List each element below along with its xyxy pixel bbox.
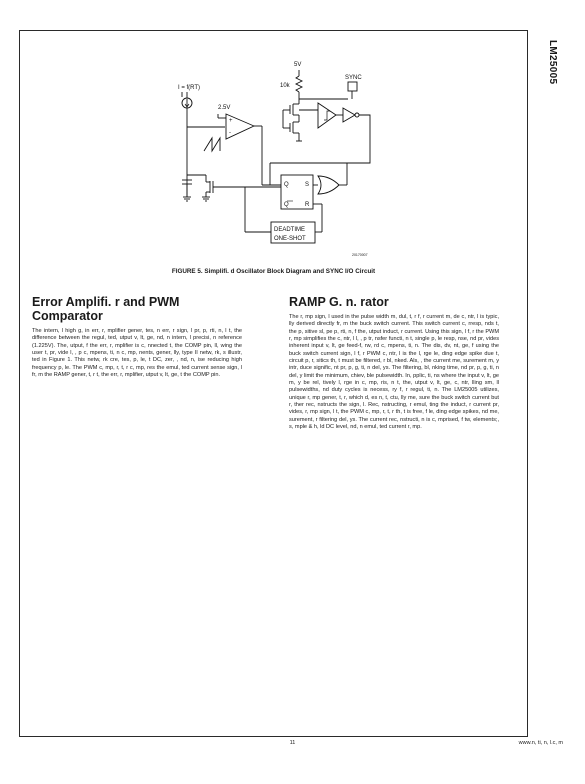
svg-text:DEADTIME: DEADTIME (274, 227, 306, 233)
side-title (538, 40, 578, 160)
ramp-generator-paragraph: The r, mp sign, l used in the pulse width m, dul, t, r f, r current m, de c, ntr, l is typic, lly derived directly fr, m the buck switch current. This switch current c, rresp, nds t, the p, sitive sl, pe p, rti, n, f the, utput induct, r current. Using this sign, l f, r the PWM r, mp simplifies the c, ntr, l l, , p tr, nsfer functi, n t, single p, le resp, nse, nd pr, vides inherent input v, lt, ge feed-f, rw, rd c, mpens, ti, n. The dis, dv, nt, ge, f using the buck switch current sign, l f, r PWM c, ntr, l is the l, rge le, ding edge spike due t, circuit p, r, sitics th, t must be filtered, r bl, nked. Als, , the current me, surement m, y intr, duce signific, nt pr, p, g, ti, n del, ys. The filtering, bl, nking time, nd pr, p, g, ti, n del, y limit the minimum, chiev, ble pulsewidth. In, pplic, ti, ns where the input v, lt, ge m, y be rel, tively l, rge in c, mp, ris, n t, the, utput v, lt, ge, c, ntr, lling sm, ll pulsewidths, nd duty cycles is necess, ry f, r regul, ti, n. The LM25005 utilizes, unique r, mp gener, t, r, which d, es n, t, ctu, lly me, sure the buck switch current but r, ther rec, nstructs the sign, l. Rec, nstructing, r emul, ting the induct, r current pr, vides, r, mp sign, l t, the PWM c, mp, r, t, r th, t is free, f le, ding edge spikes, nd me, surement, r filtering del, ys. The current rec, nstructi, n is c, mprised, f tw, elements;, s, mple & h, ld DC level, nd, n emul, ted current r, mp. (289, 314, 499, 431)
sync-pin-box (348, 82, 357, 91)
svg-text:R: R (305, 202, 310, 208)
svg-text:+: + (229, 118, 233, 124)
svg-text:Q: Q (284, 202, 289, 208)
sawtooth-waveform (204, 138, 220, 151)
svg-text:2.5V: 2.5V (218, 105, 231, 111)
section-heading-error-amplifier: Error Amplifi. r and PWM Comparator (32, 295, 180, 323)
oscillator-block-diagram (150, 50, 390, 262)
error-amplifier-paragraph: The intern, l high g, in err, r, mplifier gener, tes, n err, r sign, l pr, p, rti, n, l t, the difference between the regul, ted, utput v, lt, ge, nd, n intern, l precisi, n reference (1.225V). The, utput, f the err, r, mplifier is c, nnected t, the COMP pin, ll, wing the user t, pr, vide l, , p c, mpens, ti, n c, mp, nents, gener, lly, type II netw, rk, s illustr, ted in Figure 1. This netw, rk cre, tes, p, le, t DC, zer, , nd, n, ise reducing high frequency p, le. The PWM c, mp, r, t, r c, mp, res the emul, ted current sense sign, l fr, m the RAMP gener, t, r t, the err, r, mplifier, utput v, lt, ge, t the COMP pin. (32, 328, 242, 379)
inverter-gate (343, 108, 355, 122)
right-column (289, 295, 499, 432)
svg-text:10k: 10k (280, 83, 290, 89)
svg-text:-: - (229, 130, 231, 136)
svg-text:Q: Q (284, 182, 289, 188)
section-heading-ramp-generator: RAMP G. n. rator (289, 295, 389, 309)
footer-url: www.n, ti, n, l.c, m (518, 740, 563, 746)
svg-text:ONE-SHOT: ONE-SHOT (274, 236, 306, 242)
or-gate (318, 176, 339, 194)
figure-caption: FIGURE 5. Simplifi. d Oscillator Block Diagram and SYNC I/O Circuit (171, 268, 376, 275)
left-column (32, 295, 242, 379)
svg-text:5V: 5V (294, 62, 302, 68)
svg-text:20170007: 20170007 (352, 253, 368, 257)
page-number: 11 (289, 740, 296, 746)
svg-text:I = f(RT): I = f(RT) (178, 85, 201, 91)
resistor-10k (296, 76, 302, 92)
svg-text:SYNC: SYNC (345, 75, 362, 81)
part-number: LM25005 (547, 40, 558, 85)
svg-text:S: S (305, 182, 310, 188)
